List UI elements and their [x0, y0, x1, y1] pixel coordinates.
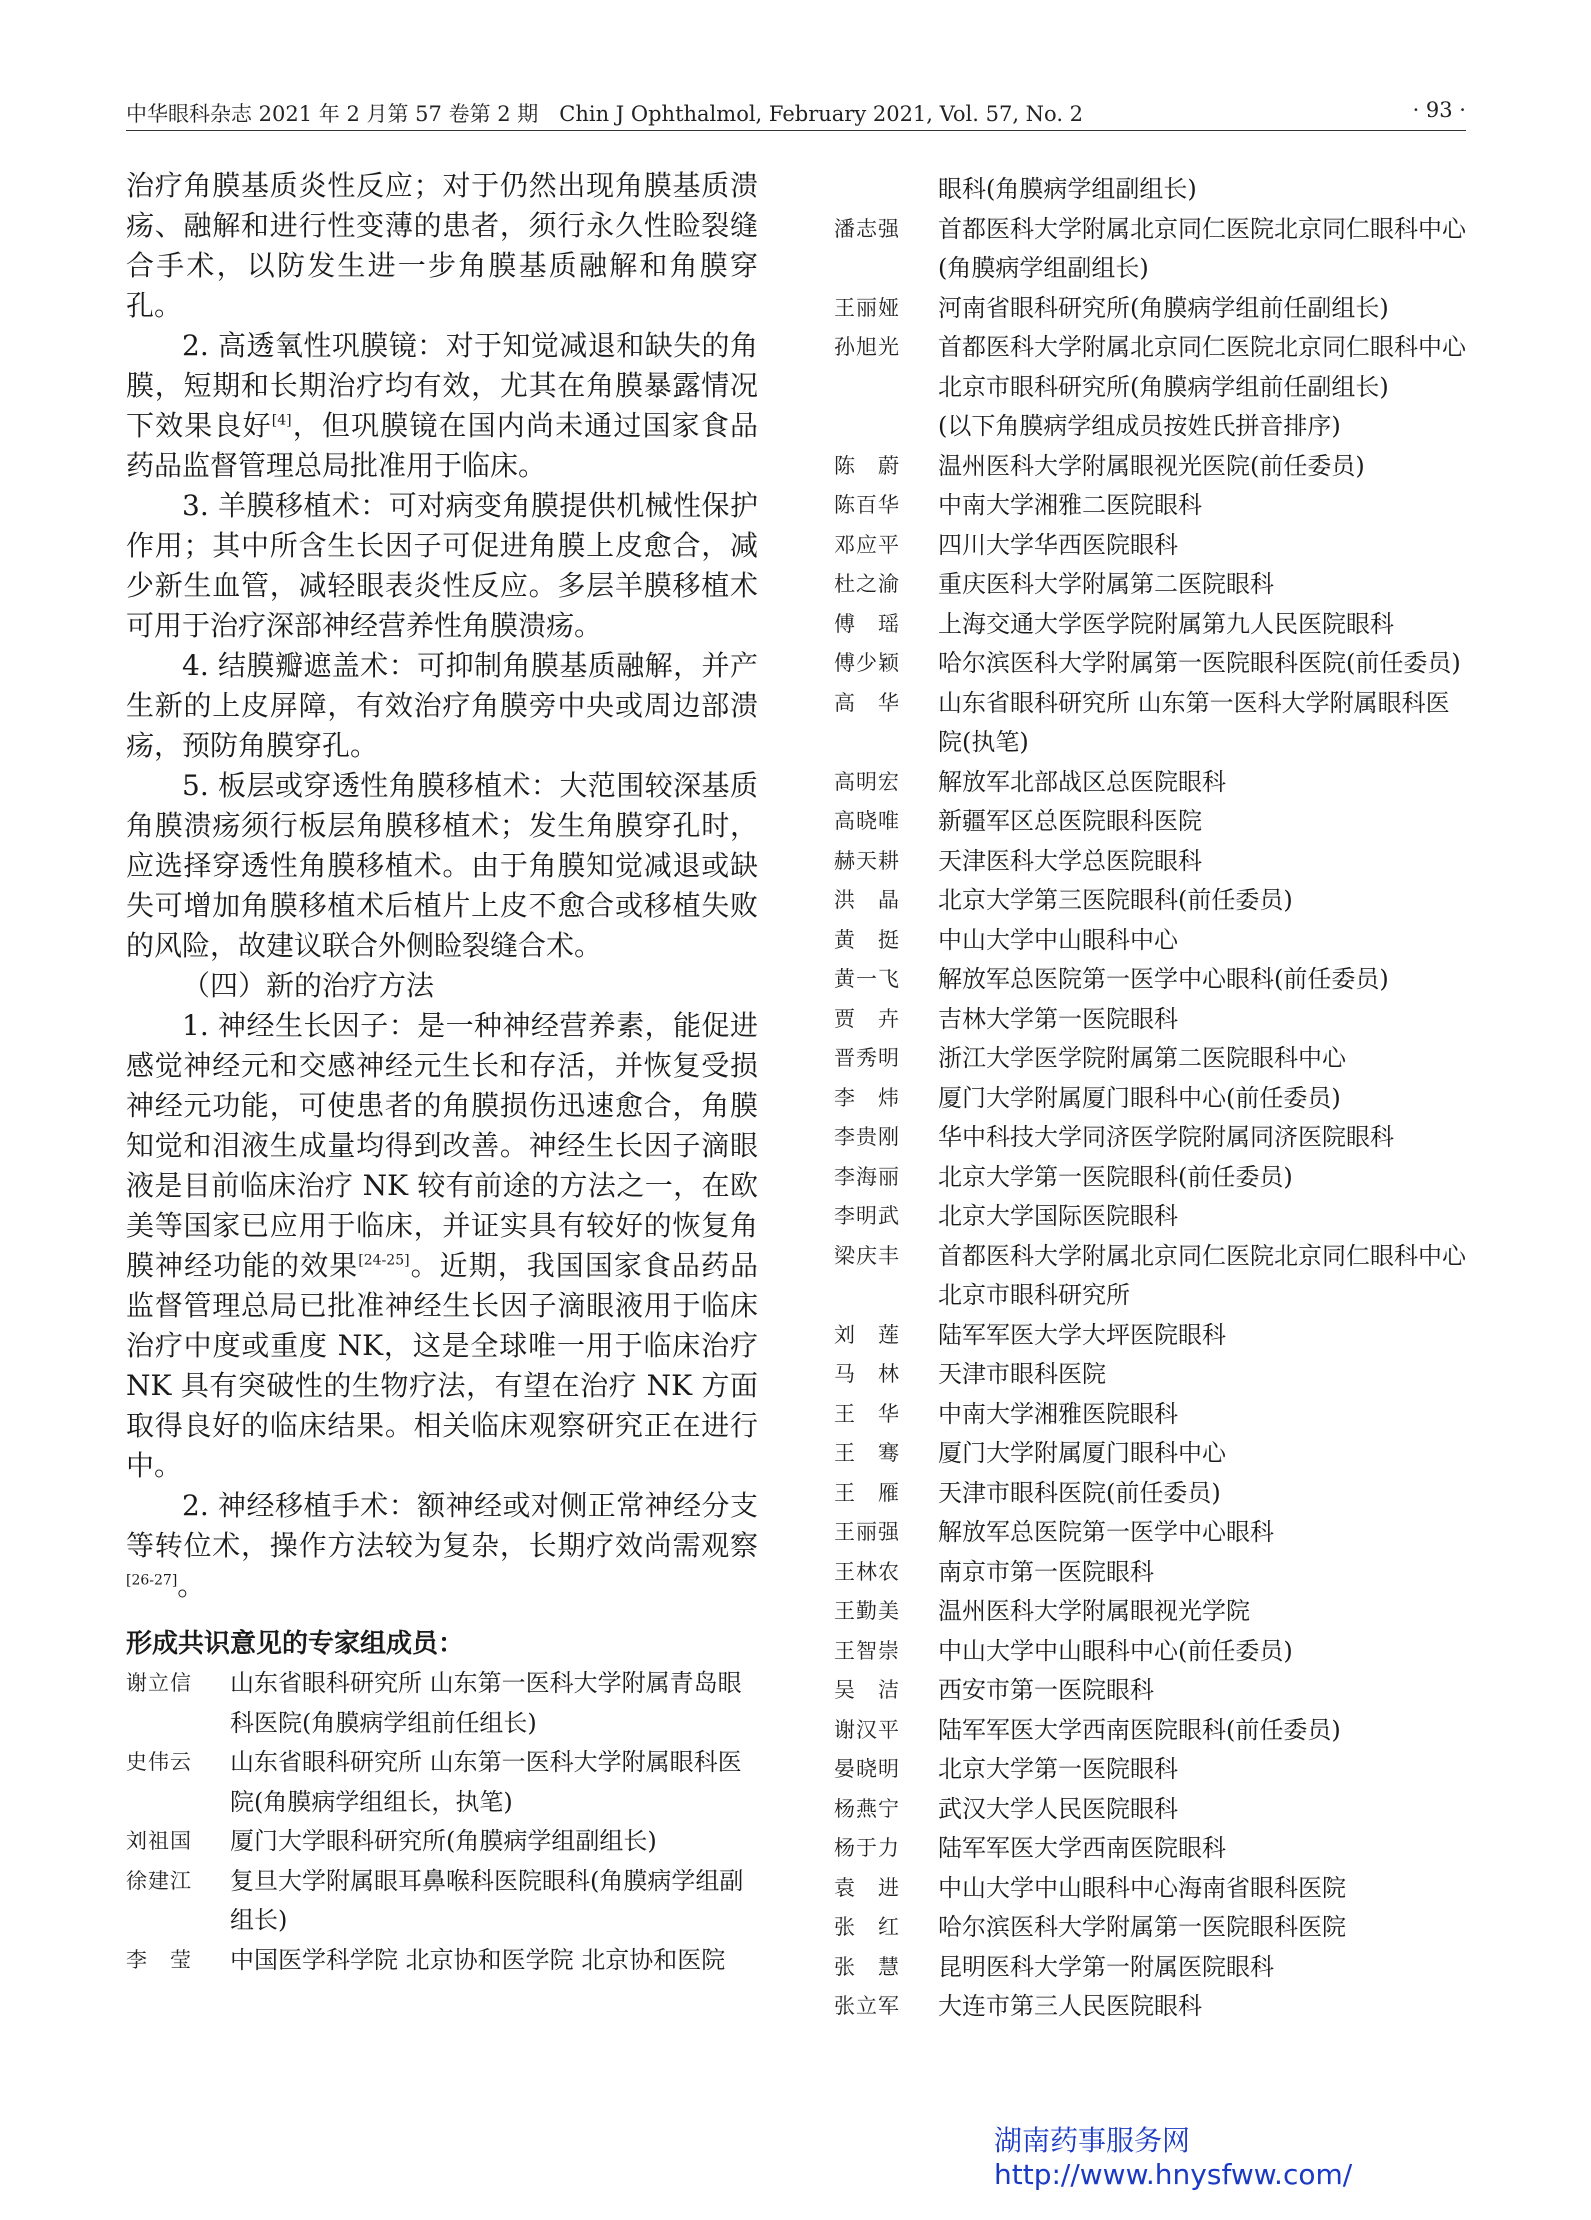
expert-name: 黄一飞 [834, 967, 900, 991]
expert-name: 孙旭光 [834, 335, 900, 359]
expert-name: 徐建江 [126, 1868, 192, 1893]
expert-name: 吴 洁 [834, 1678, 900, 1702]
expert-affiliation: 解放军北部战区总医院眼科 [938, 767, 1226, 796]
running-header [126, 92, 1466, 128]
right-column [834, 170, 1466, 2027]
journal-citation: 中华眼科杂志 2021 年 2 月第 57 卷第 2 期 Chin J Ophthalmol, February 2021, Vol. 57, No. 2 [126, 102, 1084, 126]
expert-affiliation: 中山大学中山眼科中心 [938, 925, 1178, 954]
expert-affiliation: 浙江大学医学院附属第二医院眼科中心 [938, 1044, 1346, 1072]
expert-affiliation: 山东省眼科研究所 山东第一医科大学附属眼科医院(角膜病学组组长，执笔) [230, 1748, 742, 1816]
expert-affiliation: 天津医科大学总医院眼科 [938, 846, 1202, 875]
expert-name: 王丽娅 [834, 295, 900, 320]
subheading-new-therapies: （四）新的治疗方法 [182, 969, 435, 1002]
expert-entry [834, 960, 1466, 1000]
expert-entry [126, 1822, 758, 1862]
expert-entry [834, 1118, 1466, 1158]
expert-entry [834, 644, 1466, 684]
expert-name: 李明武 [834, 1204, 900, 1228]
expert-name: 王丽强 [834, 1520, 900, 1544]
expert-entry [834, 447, 1466, 487]
expert-affiliation: 解放军总医院第一医学中心眼科 [938, 1518, 1274, 1546]
expert-name: 杨燕宁 [834, 1796, 900, 1821]
expert-name: 李 炜 [834, 1085, 900, 1110]
expert-entry [834, 1908, 1466, 1948]
expert-entry [834, 1829, 1466, 1869]
expert-affiliation: 中山大学中山眼科中心(前任委员) [938, 1636, 1293, 1665]
expert-entry [834, 1000, 1466, 1040]
expert-entry [834, 921, 1466, 961]
expert-affiliation: 厦门大学附属厦门眼科中心 [938, 1439, 1226, 1467]
expert-name: 晏晓明 [834, 1757, 900, 1781]
paragraph-nerve-growth-factor [126, 1006, 758, 1486]
paragraph-amniotic-membrane: 3. 羊膜移植术：可对病变角膜提供机械性保护作用；其中所含生长因子可促进角膜上皮愈合，减少新生血管，减轻眼表炎性反应。多层羊膜移植术可用于治疗深部神经营养性角膜溃疡。 [126, 489, 758, 642]
expert-entry [834, 289, 1466, 329]
expert-entry [126, 1941, 758, 1981]
expert-name: 张 红 [834, 1915, 900, 1939]
expert-affiliation: 首都医科大学附属北京同仁医院北京同仁眼科中心 北京市眼科研究所(角膜病学组前任副组长) [938, 333, 1466, 401]
expert-entry [834, 1355, 1466, 1395]
expert-affiliation: 昆明医科大学第一附属医院眼科 [938, 1952, 1274, 1981]
expert-affiliation: 北京大学国际医院眼科 [938, 1202, 1178, 1230]
expert-entry [834, 802, 1466, 842]
expert-affiliation: 陆军军医大学西南医院眼科 [938, 1834, 1226, 1862]
expert-affiliation: 重庆医科大学附属第二医院眼科 [938, 570, 1274, 598]
expert-name: 谢汉平 [834, 1717, 900, 1742]
expert-affiliation: 厦门大学眼科研究所(角膜病学组副组长) [230, 1827, 657, 1855]
nerve-text-tail: 。 [177, 1569, 206, 1602]
left-column [126, 166, 758, 1980]
expert-list-left [126, 1664, 758, 1980]
expert-affiliation: 河南省眼科研究所(角膜病学组前任副组长) [938, 293, 1389, 322]
expert-entry [834, 1869, 1466, 1909]
expert-affiliation: 陆军军医大学西南医院眼科(前任委员) [938, 1715, 1341, 1744]
expert-entry [834, 1513, 1466, 1553]
scleral-text-tail: ，但巩膜镜在国内尚未通过国家食品药品监督管理总局批准用于临床。 [126, 409, 758, 482]
expert-affiliation: 山东省眼科研究所 山东第一医科大学附属青岛眼科医院(角膜病学组前任组长) [230, 1669, 742, 1737]
expert-affiliation: 南京市第一医院眼科 [938, 1557, 1154, 1586]
expert-entry [834, 1987, 1466, 2027]
expert-affiliation: 解放军总医院第一医学中心眼科(前任委员) [938, 965, 1389, 993]
expert-name: 陈 蔚 [834, 453, 900, 478]
expert-name: 晋秀明 [834, 1046, 900, 1070]
expert-affiliation: 中南大学湘雅二医院眼科 [938, 491, 1202, 519]
expert-name: 杨于力 [834, 1836, 900, 1860]
citation-ref: [4] [271, 412, 292, 429]
expert-entry [834, 1790, 1466, 1830]
citation-ref: [24-25] [358, 1252, 410, 1269]
expert-affiliation: 天津市眼科医院 [938, 1360, 1106, 1388]
expert-affiliation: 哈尔滨医科大学附属第一医院眼科医院(前任委员) [938, 649, 1461, 677]
paragraph-scleral-lens [126, 326, 758, 486]
watermark-url: http://www.hnysfww.com/ [994, 2158, 1353, 2191]
expert-name: 王 雁 [834, 1480, 900, 1505]
expert-entry [834, 1592, 1466, 1632]
expert-entry [834, 1197, 1466, 1237]
expert-affiliation: 武汉大学人民医院眼科 [938, 1794, 1178, 1823]
expert-affiliation: 上海交通大学医学院附属第九人民医院眼科 [938, 609, 1394, 638]
expert-affiliation: 中南大学湘雅医院眼科 [938, 1399, 1178, 1428]
expert-name: 陈百华 [834, 493, 900, 517]
expert-name: 刘 莲 [834, 1322, 900, 1347]
expert-entry [834, 1750, 1466, 1790]
expert-name: 黄 挺 [834, 927, 900, 952]
expert-entry [834, 1395, 1466, 1435]
expert-entry [834, 1158, 1466, 1198]
expert-name: 傅 瑶 [834, 611, 900, 636]
expert-affiliation: 厦门大学附属厦门眼科中心(前任委员) [938, 1083, 1341, 1112]
expert-name: 梁庆丰 [834, 1243, 900, 1268]
expert-affiliation: 首都医科大学附属北京同仁医院北京同仁眼科中心(角膜病学组副组长) [938, 214, 1466, 282]
nerve-text: 2. 神经移植手术：额神经或对侧正常神经分支等转位术，操作方法较为复杂，长期疗效尚需观察 [126, 1489, 758, 1562]
expert-name: 李贵刚 [834, 1125, 900, 1149]
expert-affiliation: 北京大学第三医院眼科(前任委员) [938, 886, 1293, 914]
expert-affiliation: 北京大学第一医院眼科 [938, 1755, 1178, 1783]
expert-entry [834, 1079, 1466, 1119]
expert-affiliation: 温州医科大学附属眼视光医院(前任委员) [938, 451, 1365, 480]
expert-affiliation: 华中科技大学同济医学院附属同济医院眼科 [938, 1123, 1394, 1151]
expert-affiliation: 西安市第一医院眼科 [938, 1676, 1154, 1704]
expert-entry [834, 842, 1466, 882]
expert-entry [834, 1553, 1466, 1593]
expert-affiliation: 温州医科大学附属眼视光学院 [938, 1597, 1250, 1625]
expert-affiliation: 北京大学第一医院眼科(前任委员) [938, 1162, 1293, 1191]
expert-list-members [834, 447, 1466, 2027]
expert-entry [834, 1671, 1466, 1711]
site-watermark [994, 2124, 1434, 2192]
expert-entry [834, 1474, 1466, 1514]
paragraph-top: 治疗角膜基质炎性反应；对于仍然出现角膜基质溃疡、融解和进行性变薄的患者，须行永久性睑裂缝合手术，以防发生进一步角膜基质融解和角膜穿孔。 [126, 169, 758, 322]
citation-ref: [26-27] [126, 1572, 178, 1589]
expert-name: 李海丽 [834, 1164, 900, 1189]
expert-list-officers [834, 210, 1466, 408]
expert-name: 杜之渝 [834, 572, 900, 596]
expert-name: 潘志强 [834, 216, 900, 241]
affiliation-continuation: 眼科(角膜病学组副组长) [938, 175, 1197, 203]
header-rule [126, 130, 1466, 131]
page-number: · 93 · [1412, 98, 1466, 122]
expert-entry [834, 1039, 1466, 1079]
expert-name: 张 慧 [834, 1954, 900, 1979]
expert-name: 洪 晶 [834, 888, 900, 912]
ngf-text-tail: 。近期，我国国家食品药品监督管理总局已批准神经生长因子滴眼液用于临床治疗中度或重度 NK，这是全球唯一用于临床治疗 NK 具有突破性的生物疗法，有望在治疗 NK 方面取得良好的临床结果。相关临床观察研究正在进行中。 [126, 1249, 758, 1482]
expert-affiliation: 四川大学华西医院眼科 [938, 530, 1178, 559]
expert-name: 傅少颖 [834, 651, 900, 675]
expert-name: 李 莹 [126, 1947, 192, 1972]
expert-name: 高 华 [834, 690, 900, 715]
expert-name: 谢立信 [126, 1671, 192, 1695]
expert-entry [126, 1862, 758, 1941]
expert-entry [834, 328, 1466, 407]
expert-name: 高晓唯 [834, 809, 900, 833]
expert-entry [834, 526, 1466, 566]
paragraph-keratoplasty: 5. 板层或穿透性角膜移植术：大范围较深基质角膜溃疡须行板层角膜移植术；发生角膜穿孔时，应选择穿透性角膜移植术。由于角膜知觉减退或缺失可增加角膜移植术后植片上皮不愈合或移植失败的风险，故建议联合外侧睑裂缝合术。 [126, 769, 758, 962]
expert-entry [126, 1743, 758, 1822]
ordering-note: (以下角膜病学组成员按姓氏拼音排序) [938, 412, 1341, 440]
expert-entry [834, 1632, 1466, 1672]
expert-affiliation: 中国医学科学院 北京协和医学院 北京协和医院 [230, 1945, 726, 1974]
ngf-text: 1. 神经生长因子：是一种神经营养素，能促进感觉神经元和交感神经元生长和存活，并恢复受损神经元功能，可使患者的角膜损伤迅速愈合，角膜知觉和泪液生成量均得到改善。神经生长因子滴眼液是目前临床治疗 NK 较有前途的方法之一，在欧美等国家已应用于临床，并证实具有较好的恢复角膜神经功能的效果 [126, 1009, 758, 1282]
expert-affiliation: 复旦大学附属眼耳鼻喉科医院眼科(角膜病学组副组长) [230, 1866, 744, 1934]
expert-affiliation: 山东省眼科研究所 山东第一医科大学附属眼科医院(执笔) [938, 688, 1450, 756]
expert-affiliation: 新疆军区总医院眼科医院 [938, 807, 1202, 835]
expert-name: 王智崇 [834, 1638, 900, 1663]
expert-affiliation: 大连市第三人民医院眼科 [938, 1992, 1202, 2020]
expert-entry [834, 1237, 1466, 1316]
paragraph-conjunctival-flap: 4. 结膜瓣遮盖术：可抑制角膜基质融解，并产生新的上皮屏障，有效治疗角膜旁中央或周边部溃疡，预防角膜穿孔。 [126, 649, 758, 762]
paragraph-nerve-transfer [126, 1486, 758, 1606]
expert-entry [834, 605, 1466, 645]
expert-entry [126, 1664, 758, 1743]
expert-entry [834, 1948, 1466, 1988]
expert-entry [834, 881, 1466, 921]
expert-entry [834, 763, 1466, 803]
expert-affiliation: 哈尔滨医科大学附属第一医院眼科医院 [938, 1913, 1346, 1941]
expert-name: 王 骞 [834, 1441, 900, 1465]
expert-entry [834, 1316, 1466, 1356]
scleral-text: 2. 高透氧性巩膜镜：对于知觉减退和缺失的角膜，短期和长期治疗均有效，尤其在角膜暴露情况下效果良好 [126, 329, 758, 442]
expert-affiliation: 天津市眼科医院(前任委员) [938, 1478, 1221, 1507]
expert-entry [834, 1711, 1466, 1751]
expert-entry [834, 1434, 1466, 1474]
experts-heading: 形成共识意见的专家组成员： [126, 1629, 465, 1659]
expert-name: 赫天耕 [834, 848, 900, 873]
expert-entry [834, 684, 1466, 763]
expert-affiliation: 陆军军医大学大坪医院眼科 [938, 1320, 1226, 1349]
expert-entry [834, 210, 1466, 289]
expert-name: 史伟云 [126, 1750, 192, 1774]
watermark-site-name: 湖南药事服务网 [994, 2124, 1191, 2157]
expert-entry [834, 565, 1466, 605]
expert-affiliation: 中山大学中山眼科中心海南省眼科医院 [938, 1873, 1346, 1902]
expert-name: 王林农 [834, 1559, 900, 1584]
expert-affiliation: 吉林大学第一医院眼科 [938, 1004, 1178, 1033]
expert-affiliation: 首都医科大学附属北京同仁医院北京同仁眼科中心 北京市眼科研究所 [938, 1241, 1466, 1309]
expert-name: 马 林 [834, 1362, 900, 1386]
expert-entry [834, 486, 1466, 526]
expert-name: 王 华 [834, 1401, 900, 1426]
expert-name: 邓应平 [834, 532, 900, 557]
expert-name: 张立军 [834, 1994, 900, 2018]
expert-name: 刘祖国 [126, 1829, 192, 1853]
expert-name: 王勤美 [834, 1599, 900, 1623]
expert-name: 袁 进 [834, 1875, 900, 1900]
expert-name: 贾 卉 [834, 1006, 900, 1031]
expert-name: 高明宏 [834, 769, 900, 794]
